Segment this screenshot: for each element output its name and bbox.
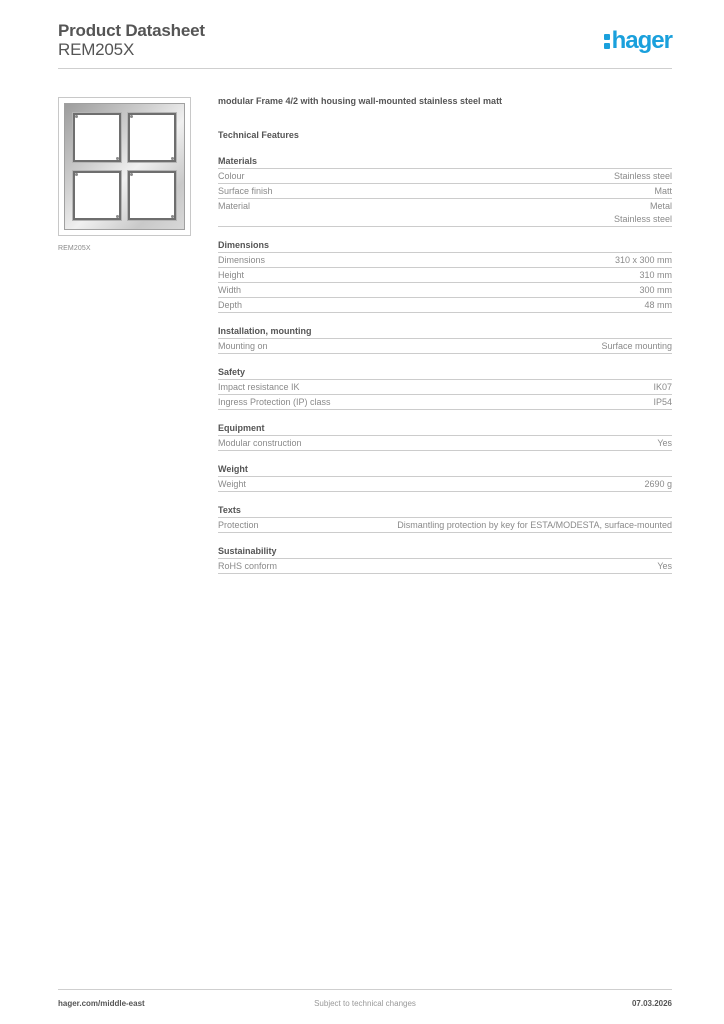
feature-value [265, 254, 672, 267]
technical-features-heading: Technical Features [218, 130, 299, 140]
feature-value-line: 48 mm [644, 300, 672, 310]
feature-value-line: Dismantling protection by key for ESTA/MODESTA, surface-mounted [397, 520, 672, 530]
group-title: Sustainability [218, 545, 672, 559]
product-code: REM205X [58, 40, 135, 59]
feature-label: Modular construction [218, 438, 302, 448]
feature-row [218, 395, 672, 410]
feature-label: Dimensions [218, 255, 266, 265]
group-title: Weight [218, 463, 672, 477]
feature-value [244, 269, 672, 282]
feature-row [218, 169, 672, 184]
group-title: Dimensions [218, 239, 672, 253]
feature-label: Depth [218, 300, 243, 310]
feature-value-line: 310 x 300 mm [614, 255, 672, 265]
footer-website-link[interactable]: hager.com/middle-east [58, 999, 145, 1008]
feature-label: Mounting on [218, 341, 268, 351]
feature-value [277, 560, 672, 573]
group-title: Installation, mounting [218, 325, 672, 339]
group-title: Texts [218, 504, 672, 518]
header-divider [58, 68, 672, 69]
feature-value [245, 170, 672, 183]
logo-text: hager [611, 27, 672, 54]
feature-value-line: Stainless steel [613, 214, 672, 224]
feature-value [250, 200, 672, 226]
product-description: modular Frame 4/2 with housing wall-mounted stainless steel matt [218, 96, 503, 106]
feature-label: RoHS conform [218, 561, 278, 571]
product-image [58, 97, 191, 236]
feature-row [218, 253, 672, 268]
feature-value [331, 396, 672, 409]
footer-date: 07.03.2026 [631, 999, 672, 1008]
feature-value-line: 310 mm [639, 270, 672, 280]
group-title: Materials [218, 155, 672, 169]
feature-value [302, 437, 672, 450]
feature-label: Protection [218, 520, 259, 530]
feature-row [218, 199, 672, 227]
frame-cell-icon [73, 113, 121, 162]
feature-value-line: IK07 [653, 382, 672, 392]
feature-row [218, 436, 672, 451]
feature-group [218, 239, 672, 313]
feature-row [218, 184, 672, 199]
hager-logo [604, 28, 672, 54]
feature-row [218, 298, 672, 313]
image-caption: REM205X [58, 245, 91, 252]
feature-label: Height [218, 270, 245, 280]
feature-row [218, 477, 672, 492]
feature-group [218, 325, 672, 354]
frame-cell-icon [128, 171, 176, 220]
feature-value-line: 300 mm [639, 285, 672, 295]
frame-cell-icon [73, 171, 121, 220]
logo-colon-icon [604, 31, 611, 49]
feature-value [246, 478, 672, 491]
feature-value-line: Surface mounting [601, 341, 672, 351]
feature-value-line: Stainless steel [613, 171, 672, 181]
feature-row [218, 268, 672, 283]
feature-value [242, 299, 672, 312]
group-title: Safety [218, 366, 672, 380]
feature-label: Impact resistance IK [218, 382, 300, 392]
feature-value [300, 381, 672, 394]
page-title: Product Datasheet [58, 21, 205, 40]
feature-row [218, 380, 672, 395]
frame-plate-icon [64, 103, 185, 230]
feature-value-line: Metal [649, 201, 672, 211]
feature-value [268, 340, 672, 353]
feature-value-line: IP54 [653, 397, 672, 407]
footer-divider [58, 989, 672, 990]
feature-group [218, 366, 672, 410]
feature-row [218, 559, 672, 574]
feature-value-line: Yes [657, 561, 672, 571]
feature-row [218, 518, 672, 533]
feature-value [259, 519, 672, 532]
feature-value [273, 185, 672, 198]
feature-label: Colour [218, 171, 245, 181]
feature-group [218, 155, 672, 227]
footer-notice: Subject to technical changes [314, 999, 416, 1008]
feature-label: Weight [218, 479, 246, 489]
feature-group [218, 545, 672, 574]
feature-value-line: 2690 g [644, 479, 672, 489]
feature-label: Material [218, 201, 251, 211]
feature-label: Ingress Protection (IP) class [218, 397, 331, 407]
feature-value-line: Yes [657, 438, 672, 448]
feature-label: Surface finish [218, 186, 273, 196]
feature-row [218, 339, 672, 354]
feature-group [218, 504, 672, 533]
group-title: Equipment [218, 422, 672, 436]
feature-value-line: Matt [654, 186, 672, 196]
feature-groups [218, 155, 672, 574]
feature-row [218, 283, 672, 298]
frame-cell-icon [128, 113, 176, 162]
feature-group [218, 463, 672, 492]
feature-value [241, 284, 672, 297]
feature-group [218, 422, 672, 451]
feature-label: Width [218, 285, 242, 295]
datasheet-content [218, 95, 672, 586]
page-header [58, 21, 672, 59]
